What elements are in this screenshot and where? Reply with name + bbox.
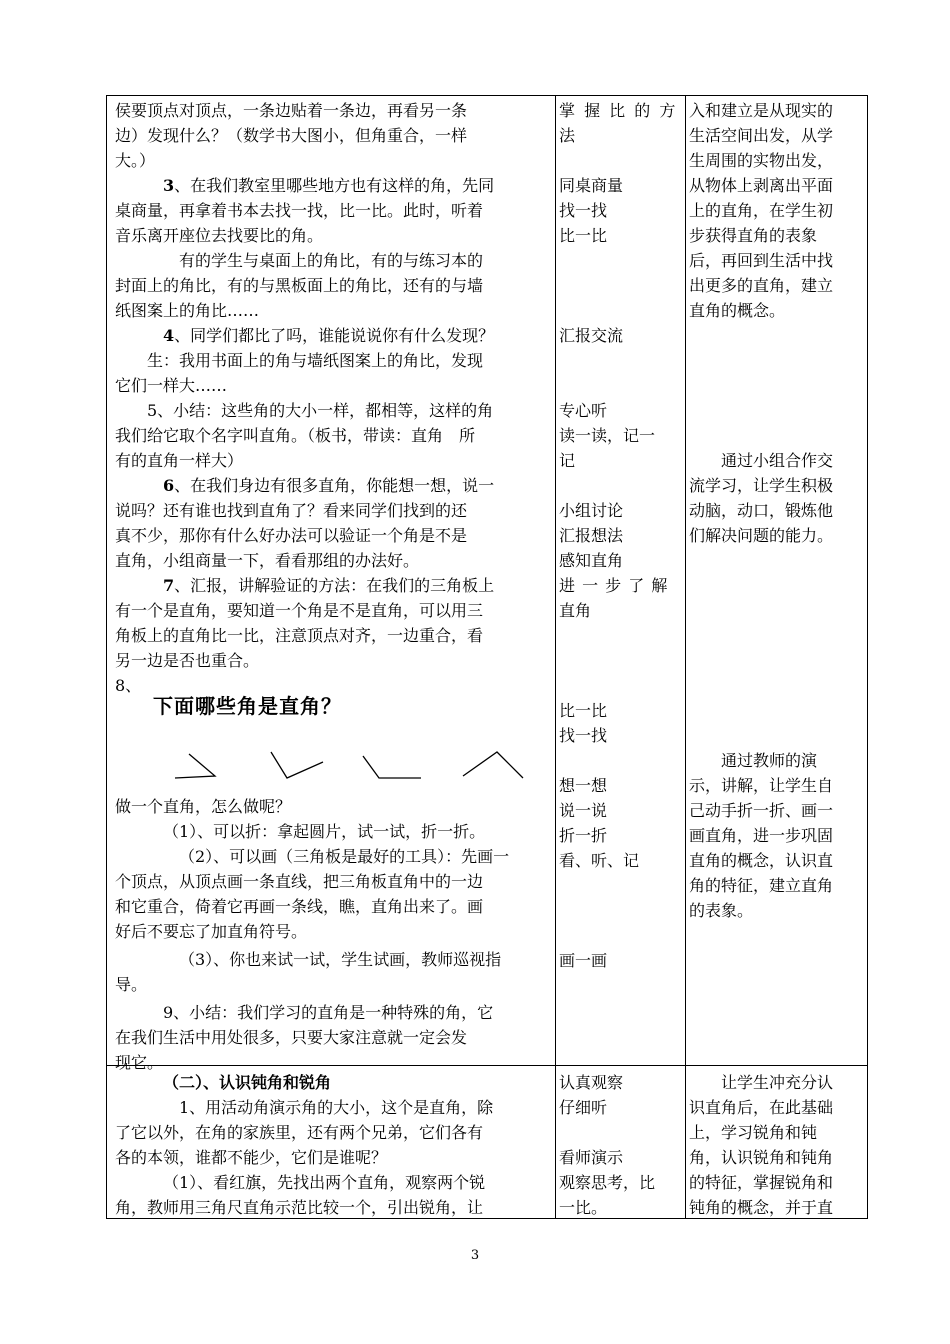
activity-text: 汇报交流 [559,326,624,345]
activity-text: 看、听、记 [559,851,640,870]
activity-text: 记 [559,451,576,470]
intent-text: 从物体上剥离出平面 [689,176,834,195]
intent-text: 生活空间出发，从学 [689,126,834,145]
intent-text: 通过教师的演 [721,751,818,770]
intent-text: 们解决问题的能力。 [689,526,834,545]
activity-text: 读一读，记一 [559,426,656,445]
design-intent-column [689,98,865,923]
text-line: 音乐离开座位去找要比的角。 [115,226,324,245]
teaching-process-column [115,98,551,698]
text-line: 在我们生活中用处很多，只要大家注意就一定会发 [115,1028,468,1047]
lesson-plan-table [106,95,868,1219]
activity-text: 仔细听 [559,1098,608,1117]
intent-text: 通过小组合作交 [721,451,834,470]
intent-text: 角，认识锐角和钝角 [689,1148,834,1167]
intent-text: 直角的概念。 [689,301,786,320]
intent-text: 入和建立是从现实的 [689,101,834,120]
step-5: 5、小结：这些角的大小一样，都相等，这样的角 [147,401,494,420]
activity-text: 一比。 [559,1198,608,1217]
step-8-number: 8、 [115,676,142,695]
text-line: 桌商量，再拿着书本去找一找，比一比。此时，听着 [115,201,484,220]
activity-text: 看师演示 [559,1148,624,1167]
text-line: 导。 [115,975,148,994]
text-line: 封面上的角比，有的与黑板面上的角比，还有的与墙 [115,276,484,295]
text-line: 有的直角一样大） [115,451,244,470]
text-line: 有一个是直角，要知道一个角是不是直角，可以用三 [115,601,484,620]
text-line: 我们给它取个名字叫直角。（板书，带读：直角 所 [115,426,476,445]
activity-text: 专心听 [559,401,608,420]
activity-text: 想一想 [559,776,608,795]
angle-figure-2 [271,752,323,778]
activity-text: 认真观察 [559,1073,624,1092]
page-number: 3 [470,1248,480,1263]
activity-text: 感知直角 [559,551,624,570]
activity-text: 小组讨论 [559,501,624,520]
text-line: 角板上的直角比一比，注意顶点对齐，一边重合，看 [115,626,484,645]
text-line: 了它以外，在角的家族里，还有两个兄弟，它们各有 [115,1123,484,1142]
text-line: 好后不要忘了加直角符号。 [115,922,308,941]
text-line: 侯要顶点对顶点，一条边贴着一条边，再看另一条 [115,101,468,120]
section-2-title: （二）、认识钝角和锐角 [163,1073,332,1092]
text-line: 和它重合，倚着它再画一条线，瞧，直角出来了。画 [115,897,484,916]
intent-text: 让学生冲充分认 [721,1073,834,1092]
text-line: 有的学生与桌面上的角比，有的与练习本的 [179,251,484,270]
intent-text: 示，讲解，让学生自 [689,776,834,795]
intent-text: 上，学习锐角和钝 [689,1123,818,1142]
intent-text: 钝角的概念，并于直 [689,1198,834,1217]
text-line: 边）发现什么？（数学书大图小，但角重合，一样 [115,126,468,145]
activity-text: 掌 握 比 的 方 [559,101,678,120]
activity-text: 观察思考，比 [559,1173,656,1192]
intent-text: 直角的概念，认识直 [689,851,834,870]
angle-figure-4 [463,752,523,778]
angle-figures [167,748,527,788]
step-6: 6、在我们身边有很多直角，你能想一想，说一 [163,476,495,495]
angle-figure-1 [175,754,215,778]
intent-text: 出更多的直角，建立 [689,276,834,295]
step-4: 4、同学们都比了吗，谁能说说你有什么发现？ [163,326,495,345]
text-line: （1）、看红旗，先找出两个直角，观察两个锐 [163,1173,486,1192]
text-line: （2）、可以画（三角板是最好的工具）：先画一 [179,847,510,866]
text-line: 角，教师用三角尺直角示范比较一个，引出锐角，让 [115,1198,484,1217]
intent-text: 画直角，进一步巩固 [689,826,834,845]
text-line: （1）、可以折：拿起圆片，试一试，折一折。 [163,822,486,841]
teaching-process-continued [115,794,551,1075]
activity-text: 找一找 [559,201,608,220]
intent-text: 的表象。 [689,901,754,920]
activity-text: 说一说 [559,801,608,820]
intent-text: 上的直角，在学生初 [689,201,834,220]
intent-text: 步获得直角的表象 [689,226,818,245]
activity-text: 折一折 [559,826,608,845]
activity-text: 找一找 [559,726,608,745]
design-intent-section-2 [689,1070,865,1220]
intent-text: 动脑，动口，锻炼他 [689,501,834,520]
section-2-content [115,1070,551,1220]
intent-text: 角的特征，建立直角 [689,876,834,895]
step-9: 9、小结：我们学习的直角是一种特殊的角，它 [163,1003,494,1022]
activity-text: 同桌商量 [559,176,624,195]
text-line: 另一边是否也重合。 [115,651,260,670]
activity-text: 画一画 [559,951,608,970]
text-line: 直角，小组商量一下，看看那组的办法好。 [115,551,420,570]
activity-text: 进 一 步 了 解 [559,576,669,595]
text-line: 各的本领，谁都不能少，它们是谁呢？ [115,1148,388,1167]
text-line: 生：我用书面上的角与墙纸图案上的角比，发现 [147,351,484,370]
activity-text: 比一比 [559,226,608,245]
angle-figure-3 [363,756,421,778]
intent-text: 的特征，掌握锐角和 [689,1173,834,1192]
column-divider-2 [685,96,686,1218]
student-activity-column [559,98,681,973]
activity-text: 比一比 [559,701,608,720]
text-line: 1、用活动角演示角的大小，这个是直角，除 [179,1098,494,1117]
text-line: 个顶点，从顶点画一条直线，把三角板直角中的一边 [115,872,484,891]
quiz-title: 下面哪些角是直角？ [153,694,342,718]
text-line: 纸图案上的角比…… [115,301,260,320]
step-3: 3、在我们教室里哪些地方也有这样的角，先同 [163,176,495,195]
activity-text: 法 [559,126,576,145]
intent-text: 识直角后，在此基础 [689,1098,834,1117]
text-line: 真不少，那你有什么好办法可以验证一个角是不是 [115,526,468,545]
intent-text: 己动手折一折、画一 [689,801,834,820]
student-activity-section-2 [559,1070,681,1220]
intent-text: 后，再回到生活中找 [689,251,834,270]
intent-text: 生周围的实物出发， [689,151,834,170]
column-divider-1 [555,96,556,1218]
text-line: 它们一样大…… [115,376,228,395]
text-line: 说吗？还有谁也找到直角了？看来同学们找到的还 [115,501,468,520]
text-line: 做一个直角，怎么做呢？ [115,797,292,816]
text-line: 现它。 [115,1053,164,1072]
step-7: 7、汇报，讲解验证的方法：在我们的三角板上 [163,576,495,595]
activity-text: 直角 [559,601,592,620]
text-line: 大。） [115,151,156,170]
activity-text: 汇报想法 [559,526,624,545]
intent-text: 流学习，让学生积极 [689,476,834,495]
text-line: （3）、你也来试一试，学生试画，教师巡视指 [179,950,502,969]
